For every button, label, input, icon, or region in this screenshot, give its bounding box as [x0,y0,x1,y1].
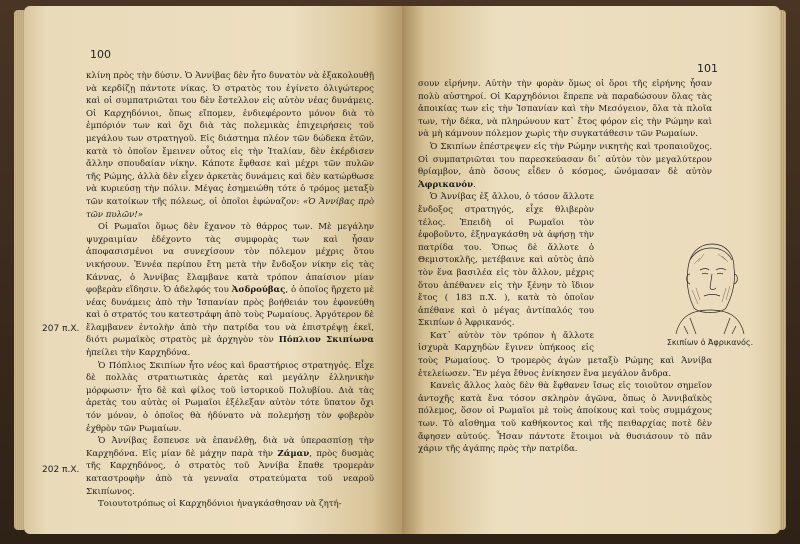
paragraph: Οἱ Ρωμαῖοι ὅμως δὲν ἔχανον τὸ θάρρος των. Μὲ μεγάλην ψυχραιμίαν ἐδέχοντο τὰς συμφορὰς των καὶ ἦσαν ἀποφασισμένοι να συνεχίσουν τὸν πόλεμον μέχρις ὅτου νικήσουν. Ἐννέα περίπου ἔτη μετὰ τὴν ἔνδοξον νίκην εἰς τὰς Κάννας, ὁ Ἀννίβας ἔλαμβανε κατὰ τρόπον ἀπαίσιον μίαν φοβερὰν εἴδησιν. Ὁ ἀδελφός του Ἀσδρούβας, ὁ ὁποῖος ἤρχετο μὲ νέας δυνάμεις ἀπὸ τὴν Ἰσπανίαν πρὸς βοήθειάν του ἐφονεύθη καὶ ὁ στρατός του κατεστράφη ἀπὸ τοὺς Ρωμαίους. Ἀργότερον δὲ ἔλαμβανεν ἐντολὴν ἀπὸ τὴν πατρίδα του νὰ ἐπιστρέψῃ ἐκεῖ, διότι ρωμαϊκὸς στρατὸς μὲ ἀρχηγὸν τὸν Πόπλιον Σκιπίωνα ἠπείλει τὴν Καρχηδόνα. [86,222,374,359]
portrait-caption: Σκιπίων ὁ Ἀφρικανός. [666,338,754,347]
right-page [402,6,780,534]
name-asdrubal: Ἀσδρούβας [231,285,286,296]
scipio-portrait-illustration [656,230,764,338]
margin-note-207bc: 207 π.Χ. [42,324,80,334]
paragraph: κλίνη πρὸς τὴν δύσιν. Ὁ Ἀννίβας δὲν ἦτο δυνατὸν νὰ ἐξακολουθῇ νὰ κερδίζῃ πάντοτε νίκας. Ὁ στρατὸς του ἐγίνετο ὀλιγώτερος καὶ οἱ συμπατριῶται του δὲν ἔστελλον εἰς αὐτὸν νέας δυνάμεις. Οἱ Καρχηδόνιοι, ὅπως εἴπομεν, ἐνδιεφέροντο μόνον διὰ τὸ ἐμπόριόν των καὶ ὄχι διὰ τὰς πολεμικὰς ἐπιχειρήσεις τοῦ μεγάλου των στρατηγοῦ. Εἰς διάστημα πλέον τῶν δώδεκα ἐτῶν, κατὰ τὸ ὁποῖον ἔμεινεν οὗτος εἰς τὴν Ἰταλίαν, δὲν ἐκέρδισεν ἄλλην σπουδαίαν νίκην. Κάποτε ἔφθασε καὶ μέχρι τῶν πυλῶν τῆς Ρώμης, ἀλλὰ δὲν εἶχεν ἀρκετὰς δυνάμεις καὶ δὲν κατώρθωσε νὰ κυριεύσῃ τὴν πόλιν. Μέγας ἐσημειώθη τότε ὁ τρόμος μεταξὺ τῶν κατοίκων τῆς πόλεως, οἱ ὁποῖοι ἐφώναζον: «Ὁ Ἀννίβας πρὸ τῶν πυλῶν!» [86,71,374,220]
margin-note-202bc: 202 π.Χ. [42,465,80,475]
left-page [24,6,402,534]
paragraph: Κατ᾽ αὐτὸν τὸν τρόπον ἡ ἄλλοτε ἰσχυρὰ Καρχηδὼν ἔγινεν ὑπήκοος εἰς τοὺς Ρωμαίους. Ὁ τρομερὸς ἀγὼν μεταξὺ Ρώμης καὶ Ἀννίβα ἐτελείωσεν. Ἕν μέγα ἔθνος ἐνίκησεν ἕνα μεγάλον ἄνδρα. [418,330,712,379]
page-number-left: 100 [90,48,111,61]
page-number-right: 101 [697,62,718,75]
place-zama: Ζάμαν [277,448,310,459]
paragraph: σουν εἰρήνην. Αὐτὴν τὴν φορὰν ὅμως οἱ ὅροι τῆς εἰρήνης ἦσαν πολὺ αὐστηροί. Οἱ Καρχηδόνιοι ἔπρεπε νὰ παραδώσουν ὅλας τὰς ἀποικίας των εἰς τὴν Ἰσπανίαν καὶ τὴν Μεσόγειον, ὅλα τὰ πλοῖα των, τὴν δέκα, νὰ πληρώνουν κατ᾽ ἔτος φόρον εἰς τὴν Ρώμην καὶ νὰ μὴ κάμνουν πόλεμον χωρὶς τὴν συγκατάθεσιν τῶν Ρωμαίων. [418,79,712,140]
paragraph: Ὁ Σκιπίων ἐπέστρεψεν εἰς τὴν Ρώμην νικητὴς καὶ τροπαιοῦχος. Οἱ συμπατριῶται του παρεσκεύασαν δι᾽ αὐτὸν τὸν μεγαλύτερον θρίαμβον, ἀπὸ ὅσους εἶδεν ὁ κόσμος, ὠνόμασαν δὲ αὐτὸν Ἀφρικανόν. [418,141,712,190]
left-page-text [86,70,374,511]
name-africanus: Ἀφρικανόν [418,179,474,190]
paragraph: Ὁ Ἀννίβας ἔσπευσε νὰ ἐπανέλθῃ, διὰ νὰ ὑπερασπίσῃ τὴν Καρχηδόνα. Εἰς μίαν δὲ μάχην παρὰ τὴν Ζάμαν, πρὸς δυσμὰς τῆς Καρχηδόνος, ὁ στρατὸς τοῦ Ἀννίβα ἔπαθε τρομερὰν καταστροφὴν ἀπὸ τὰ γενναῖα στρατεύματα τοῦ νεαροῦ Σκιπίωνος. [86,436,374,497]
paragraph: Τοιουτοτρόπως οἱ Καρχηδόνιοι ἠναγκάσθησαν νὰ ζητή- [98,499,342,510]
name-scipio: Πόπλιον Σκιπίωνα [278,335,374,346]
quote: «Ὁ Ἀννίβας πρὸ τῶν πυλῶν!» [86,196,374,220]
page-edges-left [14,10,24,530]
paragraph: Ὁ Πόπλιος Σκιπίων ἦτο νέος καὶ δραστήριος στρατηγός. Εἶχε δὲ πολλὰς στρατιωτικὰς ἀρετὰς καὶ μεγάλην ἑλληνικὴν μόρφωσιν· ἦτο δὲ καὶ φίλος τοῦ ἱστορικοῦ Πολυβίου. Διὰ τὰς ἀρετὰς του αὐτὰς οἱ Ρωμαῖοι ἐξέλεξαν αὐτὸν τότε ὕπατον ὄχι τόν μόνον, ὁ ὁποῖος θὰ ἠδύνατο νὰ πολεμήσῃ τὸν φοβερὸν ἐχθρὸν τῶν Ρωμαίων. [86,360,374,434]
paragraph: Ὁ Ἀννίβας ἐξ ἄλλου, ὁ τόσον ἄλλοτε ἔνδοξος στρατηγός, εἶχε θλιβερὸν τέλος. Ἐπειδὴ οἱ Ρωμαῖοι τὸν ἐφοβοῦντο, ἐξηναγκάσθη νὰ ἀφήσῃ τὴν πατρίδα του. Ὅπως δὲ ἄλλοτε ὁ Θεμιστοκλῆς, μετέβαινε καὶ αὐτὸς ἀπὸ τὸν ἕνα βασιλέα εἰς τὸν ἄλλον, μέχρις ὅτου ἀπέθανεν εἰς τὴν ξένην τὸ ἴδιον ἔτος ( 183 π.Χ. ), κατὰ τὸ ὁποῖον ἀπέθανε καὶ ὁ μέγας ἀντίπαλός του Σκιπίων ὁ Ἀφρικανός. [418,191,712,330]
paragraph: Κανεὶς ἄλλος λαὸς δὲν θὰ ἔφθανεν ἴσως εἰς τοιοῦτον σημεῖον ἀντοχῆς κατὰ ἕνα τόσον σκληρὸν ἀγῶνα, ὅπως ὁ Ἀννιβαϊκὸς πόλεμος, ὅσον οἱ Ρωμαῖοι μὲ τοὺς ἀποίκους καὶ τοὺς συμμάχους των. Τὸ αἴσθημα τοῦ καθήκοντος καὶ τῆς πειθαρχίας ποτὲ δὲν ἄφησεν αὐτούς. Ἦσαν πάντοτε ἕτοιμοι νὰ θυσιάσουν τὸ πᾶν χάριν τῆς ἀγάπης πρὸς τὴν πατρίδα. [418,381,712,455]
